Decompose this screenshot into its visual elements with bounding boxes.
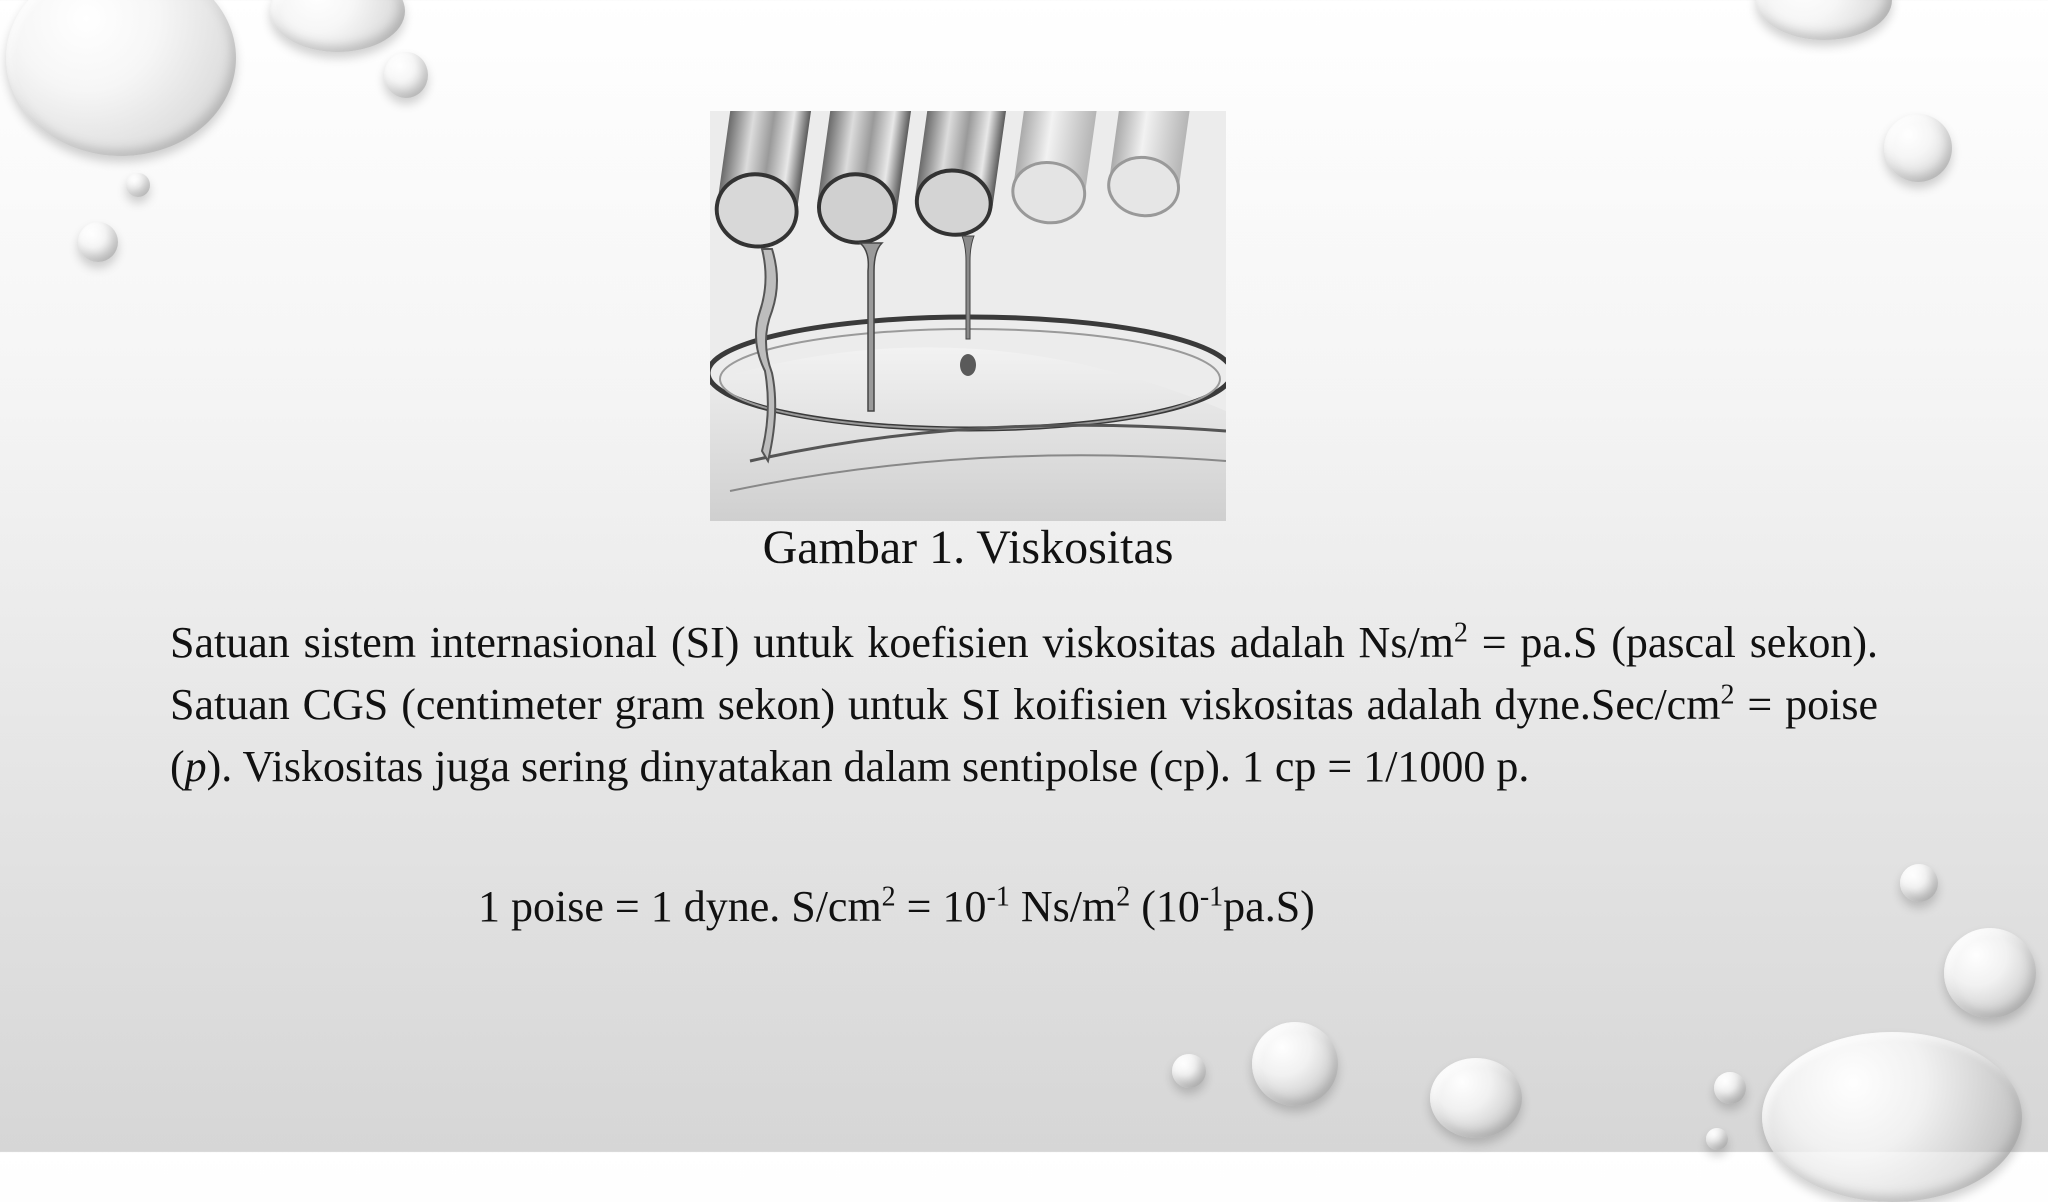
superscript: -1	[1199, 881, 1224, 913]
formula-text: (10	[1130, 882, 1200, 931]
water-drop-decoration	[1944, 928, 2036, 1018]
water-drop-decoration	[1900, 864, 1938, 902]
water-drop-decoration	[1252, 1022, 1338, 1106]
water-drop-decoration	[1714, 1072, 1746, 1104]
water-drop-decoration	[6, 0, 236, 156]
superscript: 2	[881, 881, 896, 913]
conversion-formula	[478, 876, 1315, 938]
formula-text: 1 poise = 1 dyne. S/cm	[478, 882, 882, 931]
paragraph-text: ). Viskositas juga sering dinyatakan dalam sentipolse (cp). 1 cp = 1/1000 p.	[206, 742, 1530, 791]
body-paragraph	[170, 612, 1878, 798]
paragraph-text: = pa.S (pascal sekon). Satuan CGS (centimeter gram sekon) untuk SI koifisien viskositas adalah dyne.Sec/cm	[170, 618, 1878, 729]
superscript: 2	[1720, 679, 1735, 711]
water-drop-decoration	[1430, 1058, 1522, 1138]
viscosity-figure	[710, 111, 1226, 521]
figure-caption: Gambar 1. Viskositas	[762, 521, 1174, 574]
water-drop-decoration	[1756, 0, 1892, 40]
poise-symbol: p	[184, 742, 207, 791]
water-drop-decoration	[126, 173, 150, 197]
water-drop-decoration	[1884, 114, 1952, 182]
formula-text: = 10	[895, 882, 987, 931]
water-drop-decoration	[384, 52, 428, 98]
water-drop-decoration	[1706, 1128, 1728, 1150]
superscript: 2	[1116, 881, 1131, 913]
water-drop-decoration	[270, 0, 405, 52]
water-drop-decoration	[78, 222, 118, 262]
water-drop-decoration	[1762, 1032, 2022, 1202]
formula-text: pa.S)	[1223, 882, 1315, 931]
paragraph-text: Satuan sistem internasional (SI) untuk koefisien viskositas adalah Ns/m	[170, 618, 1454, 667]
viscosity-illustration	[710, 111, 1226, 521]
superscript: 2	[1453, 617, 1468, 649]
paragraph-text: = poise (	[170, 680, 1878, 791]
superscript: -1	[986, 881, 1010, 913]
water-drop-decoration	[1172, 1054, 1206, 1088]
formula-text: Ns/m	[1009, 882, 1117, 931]
